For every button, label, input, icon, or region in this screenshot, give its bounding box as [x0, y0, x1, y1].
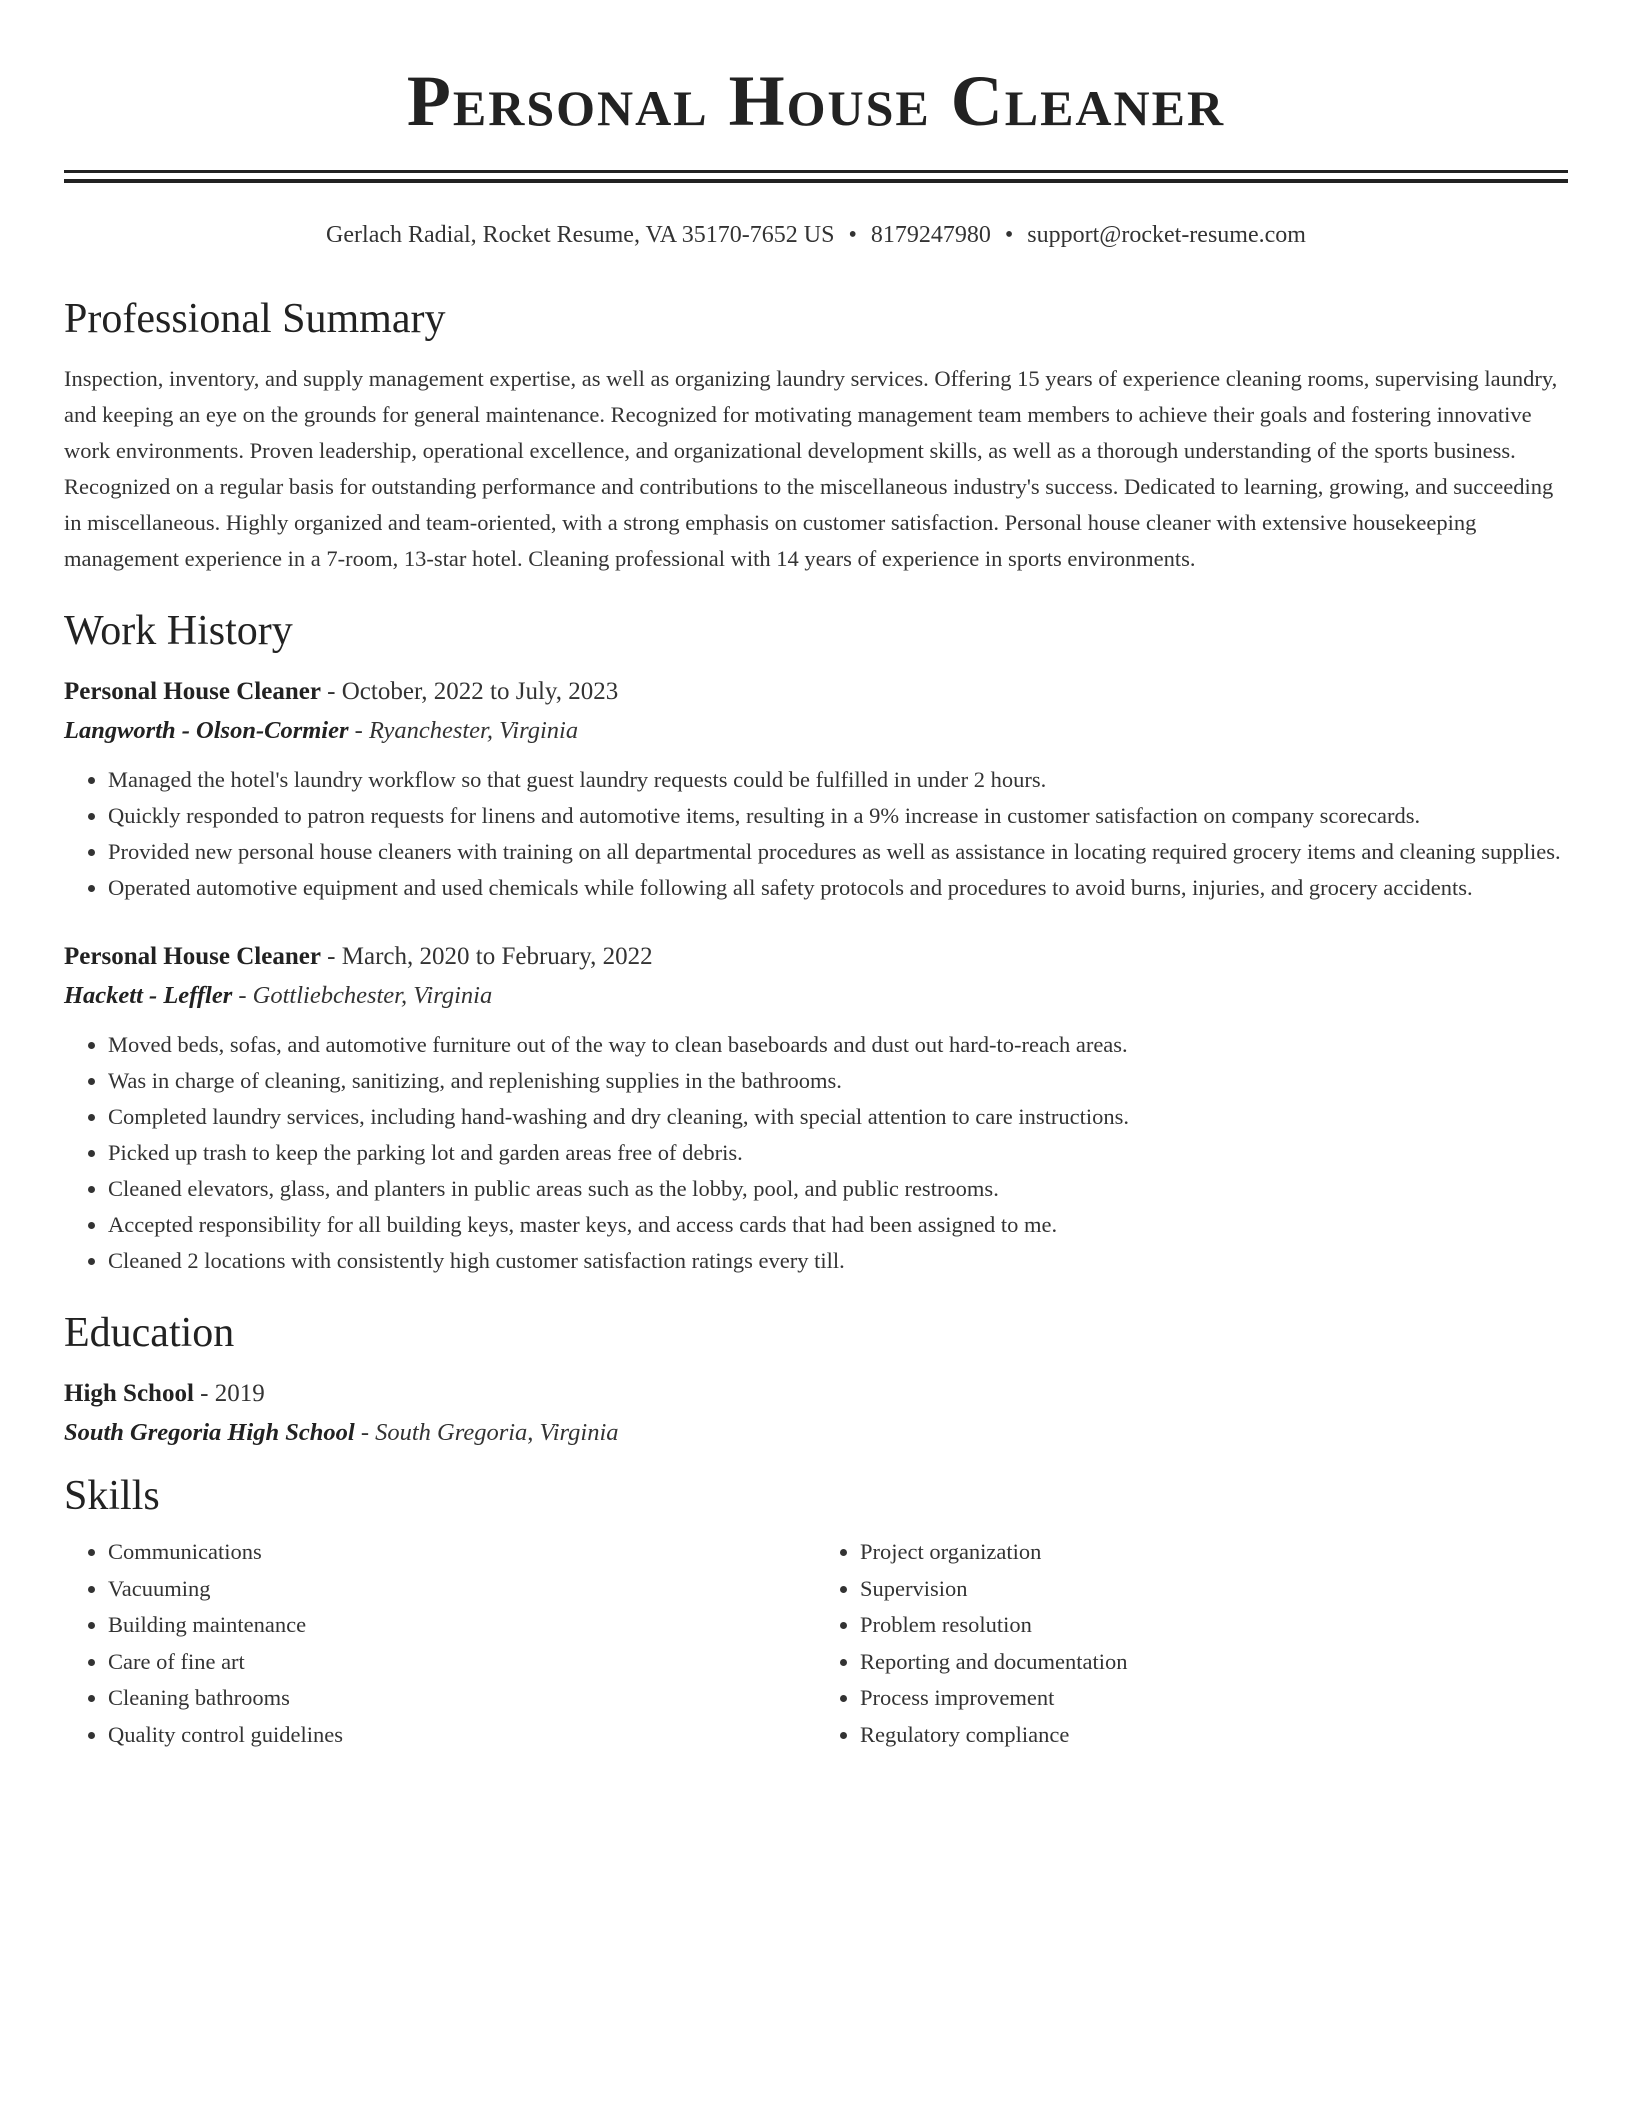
- skill-item: • Quality control guidelines: [108, 1717, 816, 1754]
- education-school: South Gregoria High School: [64, 1419, 355, 1446]
- job-bullet: • Managed the hotel's laundry workflow so that guest laundry requests could be fulfilled in under 2 hours.: [108, 762, 1568, 798]
- skill-item: • Regulatory compliance: [860, 1717, 1568, 1754]
- job-title-line: [64, 675, 1568, 709]
- section-heading-summary: Professional Summary: [64, 296, 446, 342]
- education-degree-line: [64, 1377, 1568, 1411]
- skill-item: • Reporting and documentation: [860, 1644, 1568, 1681]
- skill-item: • Cleaning bathrooms: [108, 1680, 816, 1717]
- job-bullet: • Accepted responsibility for all building keys, master keys, and access cards that had been assigned to me.: [108, 1207, 1568, 1243]
- skill-item: • Building maintenance: [108, 1607, 816, 1644]
- skill-item: • Vacuuming: [108, 1571, 816, 1608]
- contact-address: Gerlach Radial, Rocket Resume, VA 35170-7652 US: [326, 222, 835, 248]
- job-bullet: • Operated automotive equipment and used chemicals while following all safety protocols and procedures to avoid burns, injuries, and grocery accidents.: [108, 870, 1568, 906]
- job-bullet: • Completed laundry services, including hand-washing and dry cleaning, with special attention to care instructions.: [108, 1099, 1568, 1135]
- job-bullets: [64, 762, 1568, 906]
- contact-separator: •: [1004, 222, 1014, 248]
- education-location: - South Gregoria, Virginia: [354, 1419, 619, 1446]
- company-name: Hackett - Leffler: [64, 982, 233, 1009]
- section-heading-education: Education: [64, 1310, 235, 1356]
- skill-item: • Care of fine art: [108, 1644, 816, 1681]
- skill-item: • Problem resolution: [860, 1607, 1568, 1644]
- contact-line: [64, 219, 1568, 251]
- header-rule-top: [64, 170, 1568, 173]
- summary-text: Inspection, inventory, and supply management expertise, as well as organizing laundry services. Offering 15 years of experience cleaning rooms, supervising laundry, and keeping an eye on the grounds for general maintenance. Recognized for motivating management team members to achieve their goals and fostering innovative work environments. Proven leadership, operational excellence, and organizational development skills, as well as a thorough understanding of the sports business. Recognized on a regular basis for outstanding performance and contributions to the miscellaneous industry's success. Dedicated to learning, growing, and succeeding in miscellaneous. Highly organized and team-oriented, with a strong emphasis on customer satisfaction. Personal house cleaner with extensive housekeeping management experience in a 7-room, 13-star hotel. Cleaning professional with 14 years of experience in sports environments.: [64, 366, 1558, 571]
- job-bullet: • Quickly responded to patron requests for linens and automotive items, resulting in a 9% increase in customer satisfaction on company scorecards.: [108, 798, 1568, 834]
- job-bullet: • Moved beds, sofas, and automotive furniture out of the way to clean baseboards and dust out hard-to-reach areas.: [108, 1027, 1568, 1063]
- skill-item: • Process improvement: [860, 1680, 1568, 1717]
- contact-phone: 8179247980: [870, 222, 991, 248]
- education-degree: High School: [64, 1380, 194, 1407]
- job-bullet: • Cleaned elevators, glass, and planters in public areas such as the lobby, pool, and public restrooms.: [108, 1171, 1568, 1207]
- resume-page: [64, 0, 1568, 1753]
- company-location: - Ryanchester, Virginia: [348, 717, 579, 744]
- education-school-line: [64, 1416, 1568, 1450]
- section-heading-work-history: Work History: [64, 608, 293, 654]
- skill-item: • Communications: [108, 1534, 816, 1571]
- job-bullets: [64, 1027, 1568, 1279]
- job-dates: - October, 2022 to July, 2023: [320, 678, 619, 705]
- skills-column-right: [816, 1534, 1568, 1753]
- job-title: Personal House Cleaner: [64, 678, 321, 705]
- skills-columns: [64, 1534, 1568, 1753]
- contact-email: support@rocket-resume.com: [1027, 222, 1306, 248]
- skill-item: • Project organization: [860, 1534, 1568, 1571]
- skills-column-left: [64, 1534, 816, 1753]
- job-dates: - March, 2020 to February, 2022: [320, 943, 653, 970]
- job-entry: [64, 940, 1568, 1279]
- contact-separator: •: [848, 222, 857, 248]
- job-bullet: • Provided new personal house cleaners with training on all departmental procedures as well as assistance in locating required grocery items and cleaning supplies.: [108, 834, 1568, 870]
- company-line: [64, 714, 1568, 748]
- job-title-line: [64, 940, 1568, 974]
- job-bullet: • Was in charge of cleaning, sanitizing, and replenishing supplies in the bathrooms.: [108, 1063, 1568, 1099]
- job-entry: [64, 675, 1568, 906]
- job-bullet: • Picked up trash to keep the parking lot and garden areas free of debris.: [108, 1135, 1568, 1171]
- company-name: Langworth - Olson-Cormier: [64, 717, 349, 744]
- company-location: - Gottliebchester, Virginia: [232, 982, 493, 1009]
- company-line: [64, 979, 1568, 1013]
- education-year: - 2019: [193, 1380, 265, 1407]
- header-rule-bottom: [64, 179, 1568, 183]
- resume-title: Personal House Cleaner: [406, 61, 1226, 141]
- skill-item: • Supervision: [860, 1571, 1568, 1608]
- job-bullet: • Cleaned 2 locations with consistently high customer satisfaction ratings every till.: [108, 1243, 1568, 1279]
- job-title: Personal House Cleaner: [64, 943, 321, 970]
- section-heading-skills: Skills: [64, 1473, 160, 1519]
